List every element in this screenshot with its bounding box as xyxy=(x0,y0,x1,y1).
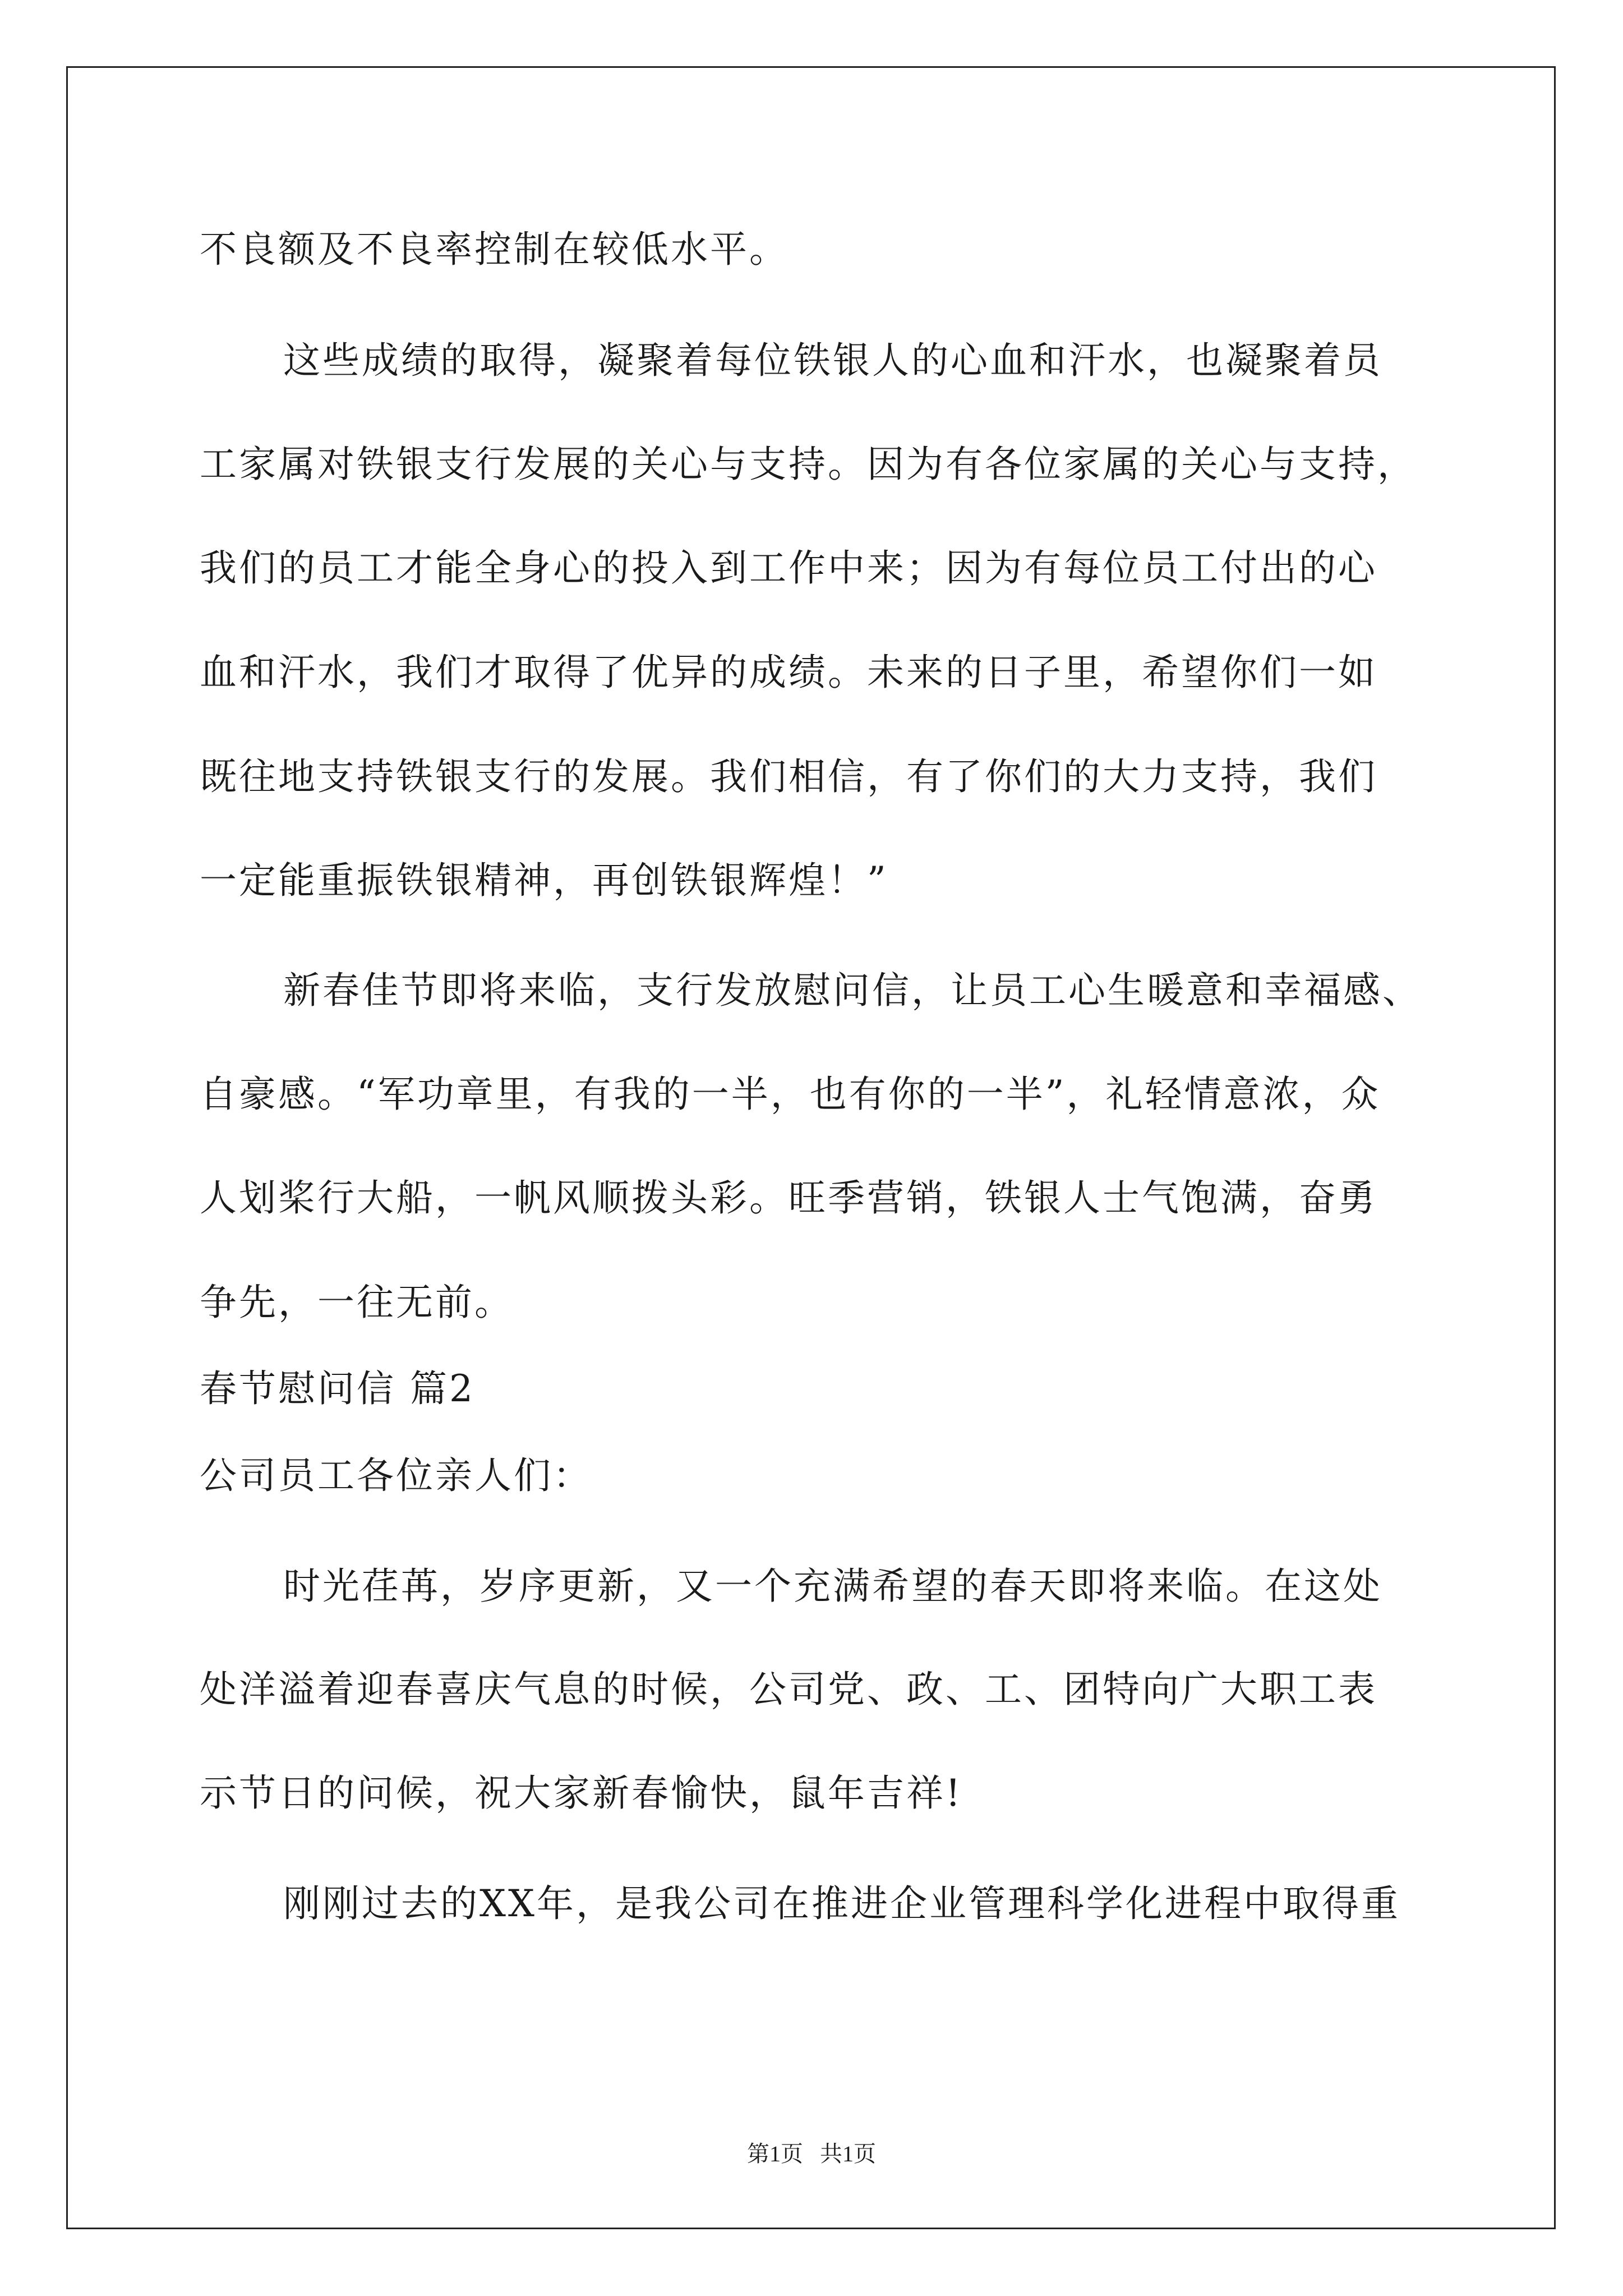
body-text-line: 时光荏苒，岁序更新，又一个充满希望的春天即将来临。在这处 xyxy=(283,1565,1382,1608)
body-text-line: 示节日的问候，祝大家新春愉快，鼠年吉祥! xyxy=(200,1772,963,1815)
section-heading: 春节慰问信 篇2 xyxy=(200,1367,475,1410)
body-text-line: 不良额及不良率控制在较低水平。 xyxy=(200,228,789,271)
body-text-line: 自豪感。“军功章里，有我的一半，也有你的一半”，礼轻情意浓，众 xyxy=(200,1073,1381,1116)
body-text-line: 刚刚过去的XX年，是我公司在推进企业管理科学化进程中取得重 xyxy=(283,1882,1400,1925)
body-text-line: 一定能重振铁银精神，再创铁银辉煌！” xyxy=(200,859,888,902)
body-text-line: 我们的员工才能全身心的投入到工作中来；因为有每位员工付出的心 xyxy=(200,546,1377,590)
body-text-line: 既往地支持铁银支行的发展。我们相信，有了你们的大力支持，我们 xyxy=(200,755,1377,798)
body-text-line: 处洋溢着迎春喜庆气息的时候，公司党、政、工、团特向广大职工表 xyxy=(200,1668,1377,1711)
body-text-line: 这些成绩的取得，凝聚着每位铁银人的心血和汗水，也凝聚着员 xyxy=(283,339,1382,382)
body-text-line: 工家属对铁银支行发展的关心与支持。因为有各位家属的关心与支持， xyxy=(200,443,1417,486)
body-text-line: 人划桨行大船，一帆风顺拨头彩。旺季营销，铁银人士气饱满，奋勇 xyxy=(200,1176,1377,1220)
body-text-line: 新春佳节即将来临，支行发放慰问信，让员工心生暖意和幸福感、 xyxy=(283,969,1422,1012)
body-text-line: 争先，一往无前。 xyxy=(200,1281,514,1324)
salutation: 公司员工各位亲人们： xyxy=(200,1454,592,1497)
page-number-footer: 第1页 共1页 xyxy=(747,2141,876,2166)
body-text-line: 血和汗水，我们才取得了优异的成绩。未来的日子里，希望你们一如 xyxy=(200,651,1377,694)
